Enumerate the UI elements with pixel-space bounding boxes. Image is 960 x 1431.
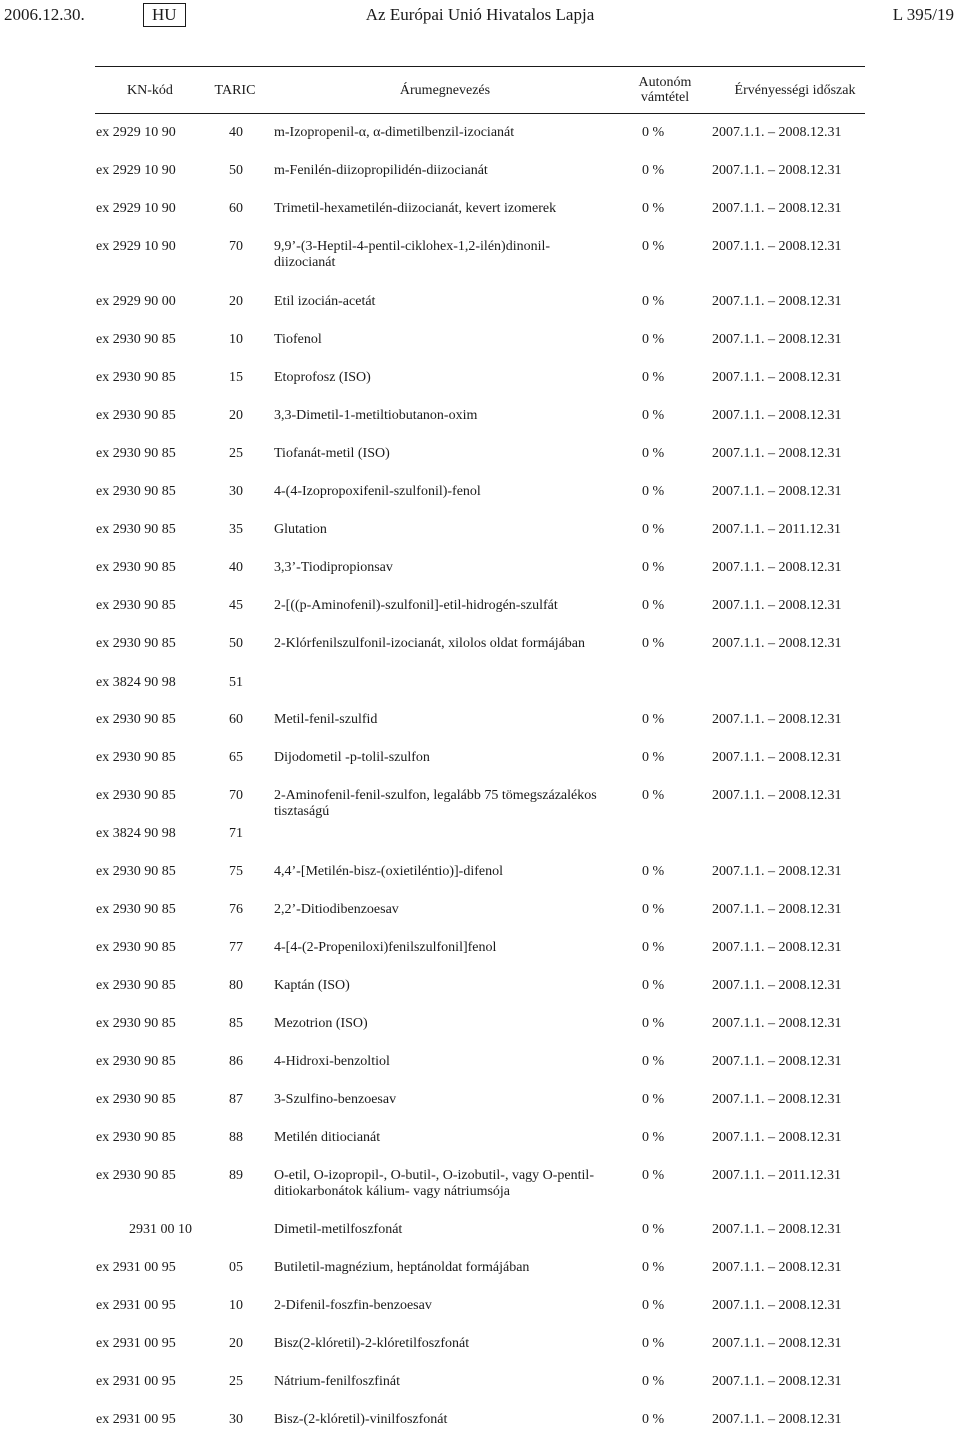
validity-cell: 2007.1.1. – 2011.12.31 bbox=[712, 1168, 841, 1183]
description-cell: 2-Difenil-foszfin-benzoesav bbox=[274, 1298, 432, 1313]
description-cell: m-Izopropenil-α, α-dimetilbenzil-izocianát bbox=[274, 125, 515, 140]
taric-cell: 75 bbox=[229, 864, 243, 879]
validity-cell: 2007.1.1. – 2008.12.31 bbox=[712, 636, 842, 651]
validity-cell: 2007.1.1. – 2008.12.31 bbox=[712, 978, 842, 993]
duty-rate-cell: 0 % bbox=[642, 201, 665, 216]
validity-cell: 2007.1.1. – 2008.12.31 bbox=[712, 484, 842, 499]
validity-cell: 2007.1.1. – 2008.12.31 bbox=[712, 864, 842, 879]
duty-rate-cell: 0 % bbox=[642, 1412, 665, 1427]
validity-cell: 2007.1.1. – 2011.12.31 bbox=[712, 522, 841, 537]
kn-code-cell: ex 2929 10 90 bbox=[96, 163, 176, 178]
kn-code-cell: ex 3824 90 98 bbox=[96, 675, 176, 690]
validity-cell: 2007.1.1. – 2008.12.31 bbox=[712, 1260, 842, 1275]
journal-title: Az Európai Unió Hivatalos Lapja bbox=[365, 5, 595, 24]
taric-cell: 50 bbox=[229, 636, 243, 651]
taric-cell: 70 bbox=[229, 788, 243, 803]
kn-code-cell: ex 3824 90 98 bbox=[96, 826, 176, 841]
duty-rate-cell: 0 % bbox=[642, 1374, 665, 1389]
validity-cell: 2007.1.1. – 2008.12.31 bbox=[712, 788, 842, 803]
duty-rate-cell: 0 % bbox=[642, 1168, 665, 1183]
duty-rate-cell: 0 % bbox=[642, 484, 665, 499]
kn-code-cell: ex 2930 90 85 bbox=[96, 636, 176, 651]
taric-cell: 20 bbox=[229, 294, 243, 309]
taric-cell: 50 bbox=[229, 163, 243, 178]
validity-cell: 2007.1.1. – 2008.12.31 bbox=[712, 1222, 842, 1237]
validity-cell: 2007.1.1. – 2008.12.31 bbox=[712, 1412, 842, 1427]
kn-code-cell: ex 2930 90 85 bbox=[96, 940, 176, 955]
validity-cell: 2007.1.1. – 2008.12.31 bbox=[712, 408, 842, 423]
validity-cell: 2007.1.1. – 2008.12.31 bbox=[712, 125, 842, 140]
duty-rate-cell: 0 % bbox=[642, 446, 665, 461]
validity-cell: 2007.1.1. – 2008.12.31 bbox=[712, 1092, 842, 1107]
duty-rate-cell: 0 % bbox=[642, 1054, 665, 1069]
kn-code-cell: ex 2930 90 85 bbox=[96, 332, 176, 347]
description-cell: 4-[4-(2-Propeniloxi)fenilszulfonil]fenol bbox=[274, 940, 497, 955]
kn-code-cell: ex 2930 90 85 bbox=[96, 864, 176, 879]
kn-code-cell: ex 2930 90 85 bbox=[96, 788, 176, 803]
description-cell: Bisz-(2-klóretil)-vinilfoszfonát bbox=[274, 1412, 448, 1427]
description-cell: Tiofanát-metil (ISO) bbox=[274, 446, 390, 461]
validity-cell: 2007.1.1. – 2008.12.31 bbox=[712, 201, 842, 216]
description-cell: Metil-fenil-szulfid bbox=[274, 712, 378, 727]
validity-cell: 2007.1.1. – 2008.12.31 bbox=[712, 370, 842, 385]
page-header bbox=[0, 0, 960, 40]
description-cell: Etoprofosz (ISO) bbox=[274, 370, 371, 385]
kn-code-cell: ex 2931 00 95 bbox=[96, 1298, 176, 1313]
duty-rate-cell: 0 % bbox=[642, 1092, 665, 1107]
validity-cell: 2007.1.1. – 2008.12.31 bbox=[712, 294, 842, 309]
taric-cell: 60 bbox=[229, 712, 243, 727]
validity-cell: 2007.1.1. – 2008.12.31 bbox=[712, 1130, 842, 1145]
duty-rate-cell: 0 % bbox=[642, 294, 665, 309]
validity-cell: 2007.1.1. – 2008.12.31 bbox=[712, 163, 842, 178]
validity-cell: 2007.1.1. – 2008.12.31 bbox=[712, 332, 842, 347]
duty-rate-cell: 0 % bbox=[642, 1260, 665, 1275]
kn-code-cell: ex 2930 90 85 bbox=[96, 750, 176, 765]
duty-rate-cell: 0 % bbox=[642, 560, 665, 575]
taric-cell: 40 bbox=[229, 560, 243, 575]
kn-code-cell: ex 2930 90 85 bbox=[96, 902, 176, 917]
description-cell: Butiletil-magnézium, heptánoldat formájában bbox=[274, 1260, 530, 1275]
taric-cell: 25 bbox=[229, 446, 243, 461]
validity-cell: 2007.1.1. – 2008.12.31 bbox=[712, 560, 842, 575]
validity-cell: 2007.1.1. – 2008.12.31 bbox=[712, 1374, 842, 1389]
description-cell: Bisz(2-klóretil)-2-klóretilfoszfonát bbox=[274, 1336, 470, 1351]
description-cell: Mezotrion (ISO) bbox=[274, 1016, 368, 1031]
page-number: L 395/19 bbox=[892, 5, 954, 24]
kn-code-cell: ex 2930 90 85 bbox=[96, 370, 176, 385]
validity-cell: 2007.1.1. – 2008.12.31 bbox=[712, 902, 842, 917]
taric-cell: 40 bbox=[229, 125, 243, 140]
duty-rate-cell: 0 % bbox=[642, 902, 665, 917]
description-cell: Dimetil-metilfoszfonát bbox=[274, 1222, 403, 1237]
validity-cell: 2007.1.1. – 2008.12.31 bbox=[712, 1298, 842, 1313]
kn-code-cell: ex 2930 90 85 bbox=[96, 560, 176, 575]
kn-code-cell: ex 2931 00 95 bbox=[96, 1260, 176, 1275]
kn-code-cell: ex 2930 90 85 bbox=[96, 978, 176, 993]
column-header-taric: TARIC bbox=[214, 82, 256, 98]
description-cell: 3-Szulfino-benzoesav bbox=[274, 1092, 397, 1107]
duty-rate-cell: 0 % bbox=[642, 370, 665, 385]
taric-cell: 86 bbox=[229, 1054, 243, 1069]
duty-rate-cell: 0 % bbox=[642, 1222, 665, 1237]
kn-code-cell: ex 2929 10 90 bbox=[96, 125, 176, 140]
description-cell: Trimetil-hexametilén-diizocianát, kevert izomerek bbox=[274, 201, 557, 216]
kn-code-cell: ex 2930 90 85 bbox=[96, 408, 176, 423]
taric-cell: 76 bbox=[229, 902, 243, 917]
duty-rate-cell: 0 % bbox=[642, 598, 665, 613]
column-header-validity: Érvényességi időszak bbox=[734, 82, 856, 98]
description-cell: Glutation bbox=[274, 522, 327, 537]
duty-rate-cell: 0 % bbox=[642, 940, 665, 955]
kn-code-cell: ex 2929 10 90 bbox=[96, 239, 176, 254]
description-cell: Nátrium-fenilfoszfinát bbox=[274, 1374, 400, 1389]
taric-cell: 45 bbox=[229, 598, 243, 613]
description-cell: 2,2’-Ditiodibenzoesav bbox=[274, 902, 399, 917]
validity-cell: 2007.1.1. – 2008.12.31 bbox=[712, 239, 842, 254]
column-header-duty-rate bbox=[615, 67, 715, 113]
validity-cell: 2007.1.1. – 2008.12.31 bbox=[712, 712, 842, 727]
kn-code-cell: ex 2930 90 85 bbox=[96, 522, 176, 537]
taric-cell: 88 bbox=[229, 1130, 243, 1145]
duty-rate-cell: 0 % bbox=[642, 125, 665, 140]
kn-code-cell: ex 2930 90 85 bbox=[96, 598, 176, 613]
description-cell: Dijodometil -p-tolil-szulfon bbox=[274, 750, 430, 765]
description-cell: 4,4’-[Metilén-bisz-(oxietiléntio)]-difenol bbox=[274, 864, 503, 879]
taric-cell: 10 bbox=[229, 332, 243, 347]
validity-cell: 2007.1.1. – 2008.12.31 bbox=[712, 750, 842, 765]
kn-code-cell: 2931 00 10 bbox=[129, 1222, 192, 1237]
duty-rate-cell: 0 % bbox=[642, 978, 665, 993]
taric-cell: 30 bbox=[229, 484, 243, 499]
description-cell: 2-[((p-Aminofenil)-szulfonil]-etil-hidrogén-szulfát bbox=[274, 598, 558, 613]
description-cell: Etil izocián-acetát bbox=[274, 294, 376, 309]
duty-rate-cell: 0 % bbox=[642, 636, 665, 651]
taric-cell: 30 bbox=[229, 1412, 243, 1427]
kn-code-cell: ex 2931 00 95 bbox=[96, 1374, 176, 1389]
kn-code-cell: ex 2929 90 00 bbox=[96, 294, 176, 309]
taric-cell: 85 bbox=[229, 1016, 243, 1031]
duty-rate-cell: 0 % bbox=[642, 788, 665, 803]
duty-rate-cell: 0 % bbox=[642, 522, 665, 537]
description-cell: Tiofenol bbox=[274, 332, 322, 347]
taric-cell: 51 bbox=[229, 675, 243, 690]
validity-cell: 2007.1.1. – 2008.12.31 bbox=[712, 1016, 842, 1031]
kn-code-cell: ex 2930 90 85 bbox=[96, 1130, 176, 1145]
duty-rate-cell: 0 % bbox=[642, 864, 665, 879]
description-cell: m-Fenilén-diizopropilidén-diizocianát bbox=[274, 163, 488, 178]
taric-cell: 20 bbox=[229, 408, 243, 423]
duty-rate-cell: 0 % bbox=[642, 750, 665, 765]
taric-cell: 87 bbox=[229, 1092, 243, 1107]
kn-code-cell: ex 2931 00 95 bbox=[96, 1412, 176, 1427]
taric-cell: 80 bbox=[229, 978, 243, 993]
description-cell: 4-(4-Izopropoxifenil-szulfonil)-fenol bbox=[274, 484, 481, 499]
taric-cell: 71 bbox=[229, 826, 243, 841]
kn-code-cell: ex 2930 90 85 bbox=[96, 1016, 176, 1031]
taric-cell: 35 bbox=[229, 522, 243, 537]
description-cell: 2-Klórfenilszulfonil-izocianát, xilolos oldat formájában bbox=[274, 636, 586, 651]
taric-cell: 77 bbox=[229, 940, 243, 955]
taric-cell: 20 bbox=[229, 1336, 243, 1351]
description-cell: Kaptán (ISO) bbox=[274, 978, 350, 993]
description-cell: 3,3-Dimetil-1-metiltiobutanon-oxim bbox=[274, 408, 478, 423]
kn-code-cell: ex 2930 90 85 bbox=[96, 1092, 176, 1107]
taric-cell: 60 bbox=[229, 201, 243, 216]
kn-code-cell: ex 2930 90 85 bbox=[96, 1054, 176, 1069]
description-cell: O-etil, O-izopropil-, O-butil-, O-izobutil-, vagy O-pentil-ditiokarbonátok kálium- vagy nátriumsója bbox=[274, 1168, 594, 1199]
column-header-kn-code: KN-kód bbox=[127, 82, 173, 98]
column-header-description: Árumegnevezés bbox=[399, 82, 491, 98]
kn-code-cell: ex 2930 90 85 bbox=[96, 712, 176, 727]
description-cell: 9,9’-(3-Heptil-4-pentil-ciklohex-1,2-ilén)dinonil-diizocianát bbox=[274, 239, 551, 270]
description-cell: 2-Aminofenil-fenil-szulfon, legalább 75 tömegszázalékos tisztaságú bbox=[274, 788, 597, 819]
validity-cell: 2007.1.1. – 2008.12.31 bbox=[712, 1054, 842, 1069]
validity-cell: 2007.1.1. – 2008.12.31 bbox=[712, 598, 842, 613]
duty-rate-cell: 0 % bbox=[642, 712, 665, 727]
kn-code-cell: ex 2930 90 85 bbox=[96, 446, 176, 461]
duty-rate-cell: 0 % bbox=[642, 239, 665, 254]
duty-rate-cell: 0 % bbox=[642, 1016, 665, 1031]
duty-rate-cell: 0 % bbox=[642, 408, 665, 423]
duty-rate-cell: 0 % bbox=[642, 1336, 665, 1351]
taric-cell: 25 bbox=[229, 1374, 243, 1389]
validity-cell: 2007.1.1. – 2008.12.31 bbox=[712, 446, 842, 461]
taric-cell: 15 bbox=[229, 370, 243, 385]
taric-cell: 05 bbox=[229, 1260, 243, 1275]
duty-rate-cell: 0 % bbox=[642, 163, 665, 178]
taric-cell: 70 bbox=[229, 239, 243, 254]
taric-cell: 89 bbox=[229, 1168, 243, 1183]
taric-cell: 65 bbox=[229, 750, 243, 765]
kn-code-cell: ex 2930 90 85 bbox=[96, 484, 176, 499]
column-header-duty-rate-line2: vámtétel bbox=[640, 90, 690, 105]
description-cell: 3,3’-Tiodipropionsav bbox=[274, 560, 393, 575]
kn-code-cell: ex 2929 10 90 bbox=[96, 201, 176, 216]
column-header-duty-rate-line1: Autonóm bbox=[638, 75, 692, 90]
taric-cell: 10 bbox=[229, 1298, 243, 1313]
validity-cell: 2007.1.1. – 2008.12.31 bbox=[712, 940, 842, 955]
description-cell: Metilén ditiocianát bbox=[274, 1130, 381, 1145]
description-cell: 4-Hidroxi-benzoltiol bbox=[274, 1054, 390, 1069]
table-header bbox=[95, 66, 865, 114]
language-badge: HU bbox=[143, 3, 186, 27]
publication-date: 2006.12.30. bbox=[4, 5, 85, 24]
duty-rate-cell: 0 % bbox=[642, 332, 665, 347]
kn-code-cell: ex 2930 90 85 bbox=[96, 1168, 176, 1183]
duty-rate-cell: 0 % bbox=[642, 1130, 665, 1145]
duty-rate-cell: 0 % bbox=[642, 1298, 665, 1313]
kn-code-cell: ex 2931 00 95 bbox=[96, 1336, 176, 1351]
validity-cell: 2007.1.1. – 2008.12.31 bbox=[712, 1336, 842, 1351]
